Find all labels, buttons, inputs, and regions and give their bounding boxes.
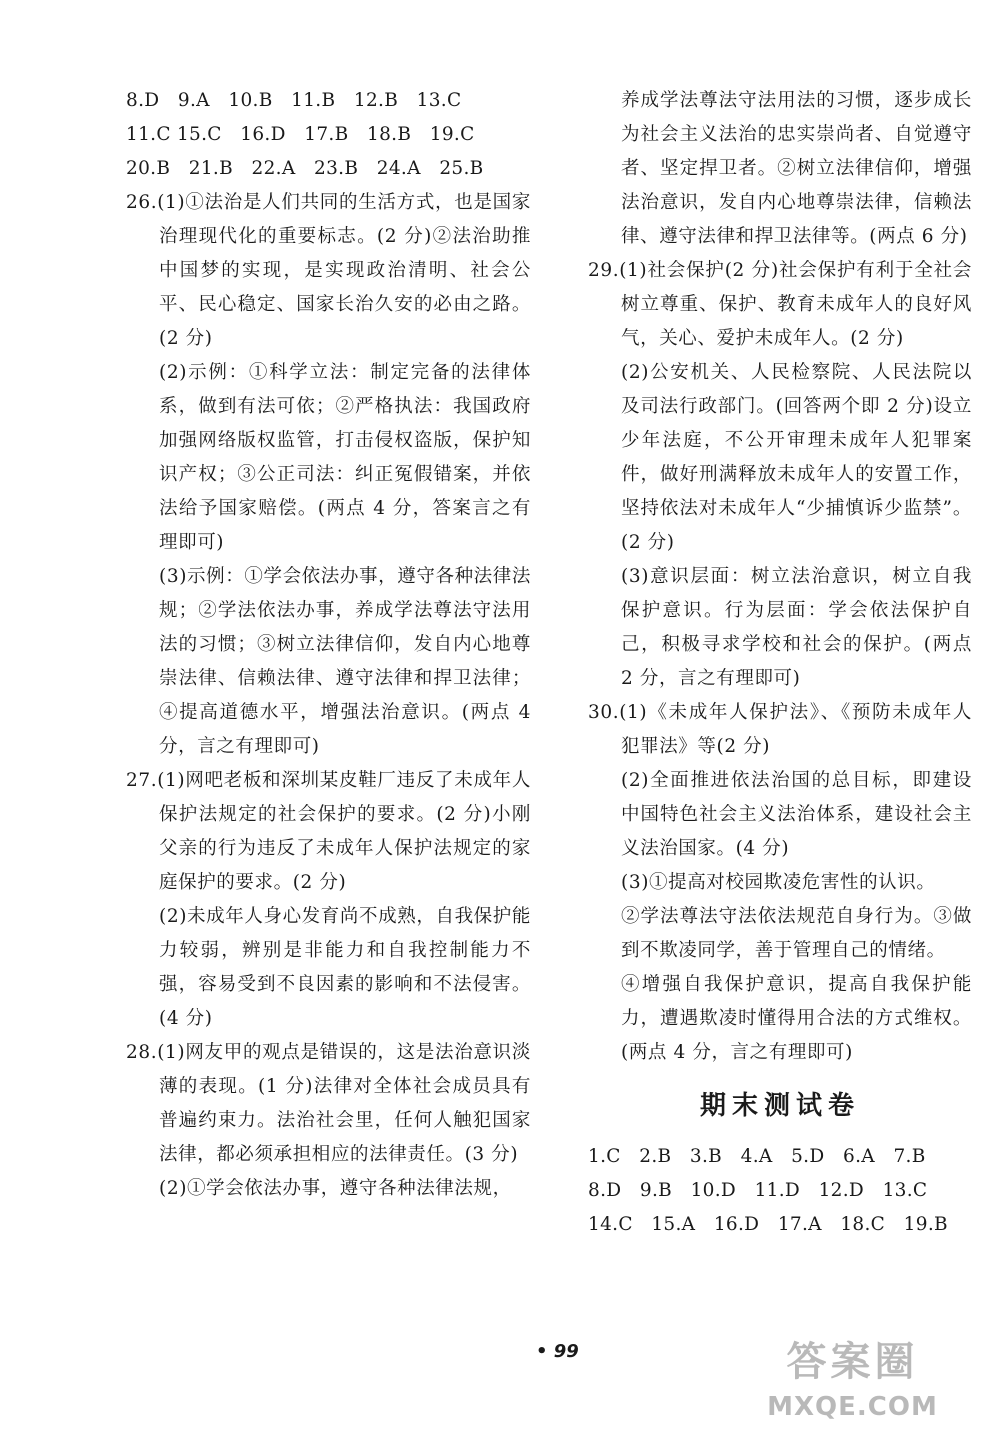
final-mc-answer-line: 14.C 15.A 16.D 17.A 18.C 19.B	[588, 1214, 948, 1235]
q26-part2: (2)示例：①科学立法：制定完备的法律体系，做到有法可依；②严格执法：我国政府加强网络版权监管，打击侵权盗版，保护知识产权；③公正司法：纠正冤假错案，并依法给予国家赔偿。(两点 4 分，答案言之有理即可)	[159, 362, 531, 553]
q28-continuation: 养成学法尊法守法用法的习惯，逐步成长为社会主义法治的忠实崇尚者、自觉遵守者、坚定捍卫者。②树立法律信仰，增强法治意识，发自内心地尊崇法律，信赖法律、遵守法律和捍卫法律等。(两点 6 分)	[621, 90, 972, 247]
q30-part3: (3)①提高对校园欺凌危害性的认识。	[621, 872, 936, 893]
watermark-url: MXQE.COM	[767, 1392, 938, 1422]
q28-part1: 28.(1)网友甲的观点是错误的，这是法治意识淡薄的表现。(1 分)法律对全体社会成员具有普遍约束力。法治社会里，任何人触犯国家法律，都必须承担相应的法律责任。(3 分)	[126, 1042, 531, 1165]
final-mc-answer-line: 8.D 9.B 10.D 11.D 12.D 13.C	[588, 1180, 928, 1201]
watermark-logo: 答案圈	[786, 1339, 919, 1385]
q30-part5: ④增强自我保护意识，提高自我保护能力，遭遇欺凌时懂得用合法的方式维权。(两点 4 分，言之有理即可)	[621, 974, 972, 1063]
q29-part2: (2)公安机关、人民检察院、人民法院以及司法行政部门。(回答两个即 2 分)设立少年法庭，不公开审理未成年人犯罪案件，做好刑满释放未成年人的安置工作，坚持依法对未成年人“少捕慎诉少监禁”。(2 分)	[621, 362, 972, 553]
q29-part1: 29.(1)社会保护(2 分)社会保护有利于全社会树立尊重、保护、教育未成年人的良好风气，关心、爱护未成年人。(2 分)	[588, 260, 972, 349]
left-column	[126, 84, 531, 1206]
mc-answer-line: 8.D 9.A 10.B 11.B 12.B 13.C	[126, 90, 462, 111]
mc-answer-line: 20.B 21.B 22.A 23.B 24.A 25.B	[126, 158, 484, 179]
section-title: 期末测试卷	[699, 1091, 860, 1121]
q27-part2: (2)未成年人身心发育尚不成熟，自我保护能力较弱，辨别是非能力和自我控制能力不强，容易受到不良因素的影响和不法侵害。(4 分)	[159, 906, 531, 1029]
q26-part3: (3)示例：①学会依法办事，遵守各种法律法规；②学法依法办事，养成学法尊法守法用法的习惯；③树立法律信仰，发自内心地尊崇法律、信赖法律、遵守法律和捍卫法律；④提高道德水平，增强法治意识。(两点 4 分，言之有理即可)	[159, 566, 531, 757]
q27-part1: 27.(1)网吧老板和深圳某皮鞋厂违反了未成年人保护法规定的社会保护的要求。(2 分)小刚父亲的行为违反了未成年人保护法规定的家庭保护的要求。(2 分)	[126, 770, 531, 893]
mc-answer-line: 11.C 15.C 16.D 17.B 18.B 19.C	[126, 124, 475, 145]
right-column	[588, 84, 972, 1242]
q29-part3: (3)意识层面：树立法治意识，树立自我保护意识。行为层面：学会依法保护自己，积极寻求学校和社会的保护。(两点 2 分，言之有理即可)	[621, 566, 972, 689]
q28-part2: (2)①学会依法办事，遵守各种法律法规，	[159, 1178, 512, 1199]
q26-part1: 26.(1)①法治是人们共同的生活方式，也是国家治理现代化的重要标志。(2 分)②法治助推中国梦的实现，是实现政治清明、社会公平、民心稳定、国家长治久安的必由之路。(2 分)	[126, 192, 531, 349]
final-mc-answer-line: 1.C 2.B 3.B 4.A 5.D 6.A 7.B	[588, 1146, 926, 1167]
q30-part4: ②学法尊法守法依法规范自身行为。③做到不欺凌同学，善于管理自己的情绪。	[621, 906, 972, 961]
page-number: • 99	[536, 1341, 579, 1362]
q30-part2: (2)全面推进依法治国的总目标，即建设中国特色社会主义法治体系，建设社会主义法治国家。(4 分)	[621, 770, 972, 859]
q30-part1: 30.(1)《未成年人保护法》、《预防未成年人犯罪法》等(2 分)	[588, 702, 972, 757]
